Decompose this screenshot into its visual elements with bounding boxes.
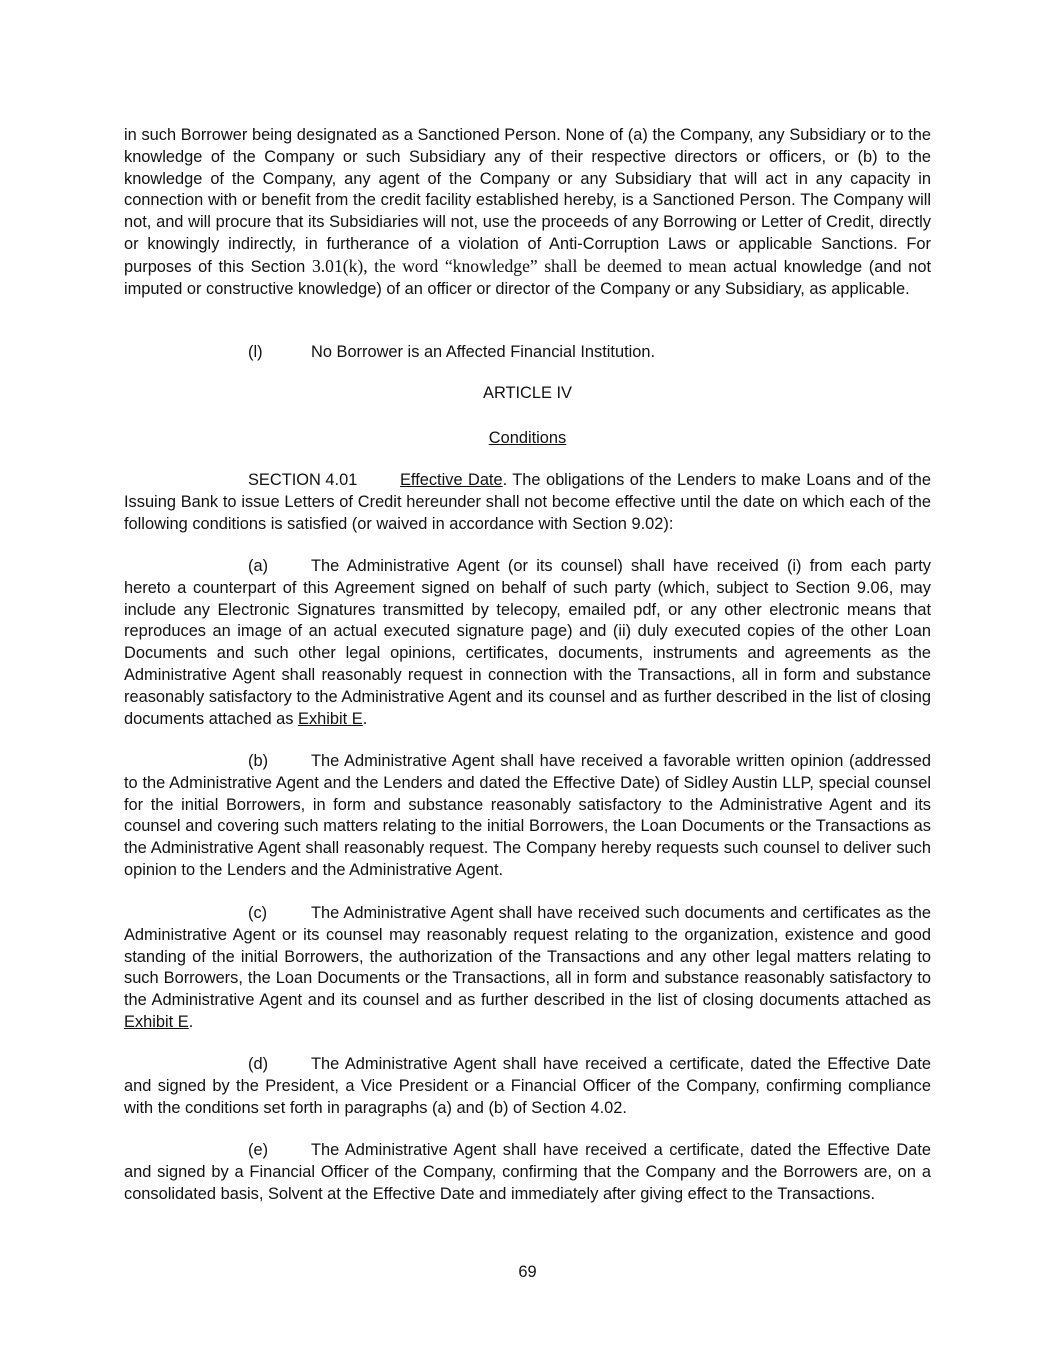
continuation-part2: 3.01(k), the word “knowledge” shall be deemed to mean — [311, 255, 727, 276]
item-l — [248, 342, 931, 364]
item-d-text: The Administrative Agent shall have received a certificate, dated the Effective Date and signed by the President, a Vice President or a Financial Officer of the Company, confirming compliance with the conditions set forth in paragraphs (a) and (b) of Section 4.02. — [124, 1055, 931, 1117]
item-c-text: The Administrative Agent shall have received such documents and certificates as the Administrative Agent or its counsel may reasonably request relating to the organization, existence and good standing of the initial Borrowers, the authorization of the Transactions and any other legal matters relating to such Borrowers, the Loan Documents or the Transactions, all in form and substance reasonably satisfactory to the Administrative Agent and its counsel and as further described in the list of closing documents attached as — [124, 904, 931, 1010]
item-c-label: (c) — [248, 904, 268, 922]
item-a-exhibit-link[interactable]: Exhibit E — [298, 709, 363, 728]
item-c — [124, 903, 931, 1034]
item-a — [124, 556, 931, 730]
page-number: 69 — [518, 1263, 537, 1281]
section-4-01-label: SECTION 4.01 — [248, 471, 358, 489]
continuation-part3: actual knowledge (and not imputed or constructive knowledge) of an officer or director of the Company or any Subsidiary, as applicable. — [124, 257, 931, 298]
article-subheading — [124, 428, 931, 450]
section-4-01-text: . The obligations of the Lenders to make Loans and of the Issuing Bank to issue Letters of Credit hereunder shall not become effective until the date on which each of the following conditions is satisfied (or waived in accordance with Section 9.02): — [124, 471, 931, 533]
item-c-exhibit-link[interactable]: Exhibit E — [124, 1012, 189, 1031]
item-e — [124, 1140, 931, 1205]
continuation-paragraph — [124, 125, 931, 300]
continuation-part1: in such Borrower being designated as a Sanctioned Person. None of (a) the Company, any Subsidiary or to the knowledge of the Company or such Subsidiary any of their respective directors or officers, or (b) to the knowledge of the Company, any agent of the Company or any Subsidiary that will act in any capacity in connection with or benefit from the credit facility established hereby, is a Sanctioned Person. The Company will not, and will procure that its Subsidiaries will not, use the proceeds of any Borrowing or Letter of Credit, directly or knowingly indirectly, in furtherance of a violation of Anti-Corruption Laws or applicable Sanctions. For purposes of this Section — [124, 126, 931, 276]
item-b — [124, 751, 931, 882]
item-c-after: . — [188, 1012, 194, 1031]
item-e-text: The Administrative Agent shall have received a certificate, dated the Effective Date and signed by a Financial Officer of the Company, confirming that the Company and the Borrowers are, on a consolidated basis, Solvent at the Effective Date and immediately after giving effect to the Transactions. — [124, 1141, 931, 1203]
item-a-after: . — [362, 709, 368, 728]
item-a-text: The Administrative Agent (or its counsel) shall have received (i) from each party hereto a counterpart of this Agreement signed on behalf of such party (which, subject to Section 9.06, may include any Electronic Signatures transmitted by telecopy, emailed pdf, or any other electronic means that reproduces an image of an actual executed signature page) and (ii) duly executed copies of the other Loan Documents and such other legal opinions, certificates, documents, instruments and agreements as the Administrative Agent shall reasonably request in connection with the Transactions, all in form and substance reasonably satisfactory to the Administrative Agent and its counsel and as further described in the list of closing documents attached as — [124, 557, 931, 728]
item-a-label: (a) — [248, 557, 269, 575]
item-d — [124, 1054, 931, 1119]
item-l-label: (l) — [248, 343, 263, 361]
section-4-01 — [124, 470, 931, 535]
item-b-label: (b) — [248, 752, 269, 770]
section-4-01-title: Effective Date — [400, 471, 503, 489]
article-heading: ARTICLE IV — [483, 384, 572, 402]
item-e-label: (e) — [248, 1141, 269, 1159]
article-subheading-text: Conditions — [488, 429, 567, 447]
item-b-text: The Administrative Agent shall have received a favorable written opinion (addressed to the Administrative Agent and the Lenders and dated the Effective Date) of Sidley Austin LLP, special counsel for the initial Borrowers, in form and substance reasonably satisfactory to the Administrative Agent and its counsel and covering such matters relating to the initial Borrowers, the Loan Documents or the Transactions as the Administrative Agent shall reasonably request. The Company hereby requests such counsel to deliver such opinion to the Lenders and the Administrative Agent. — [124, 752, 931, 879]
item-l-text: No Borrower is an Affected Financial Institution. — [311, 343, 656, 361]
item-d-label: (d) — [248, 1055, 269, 1073]
